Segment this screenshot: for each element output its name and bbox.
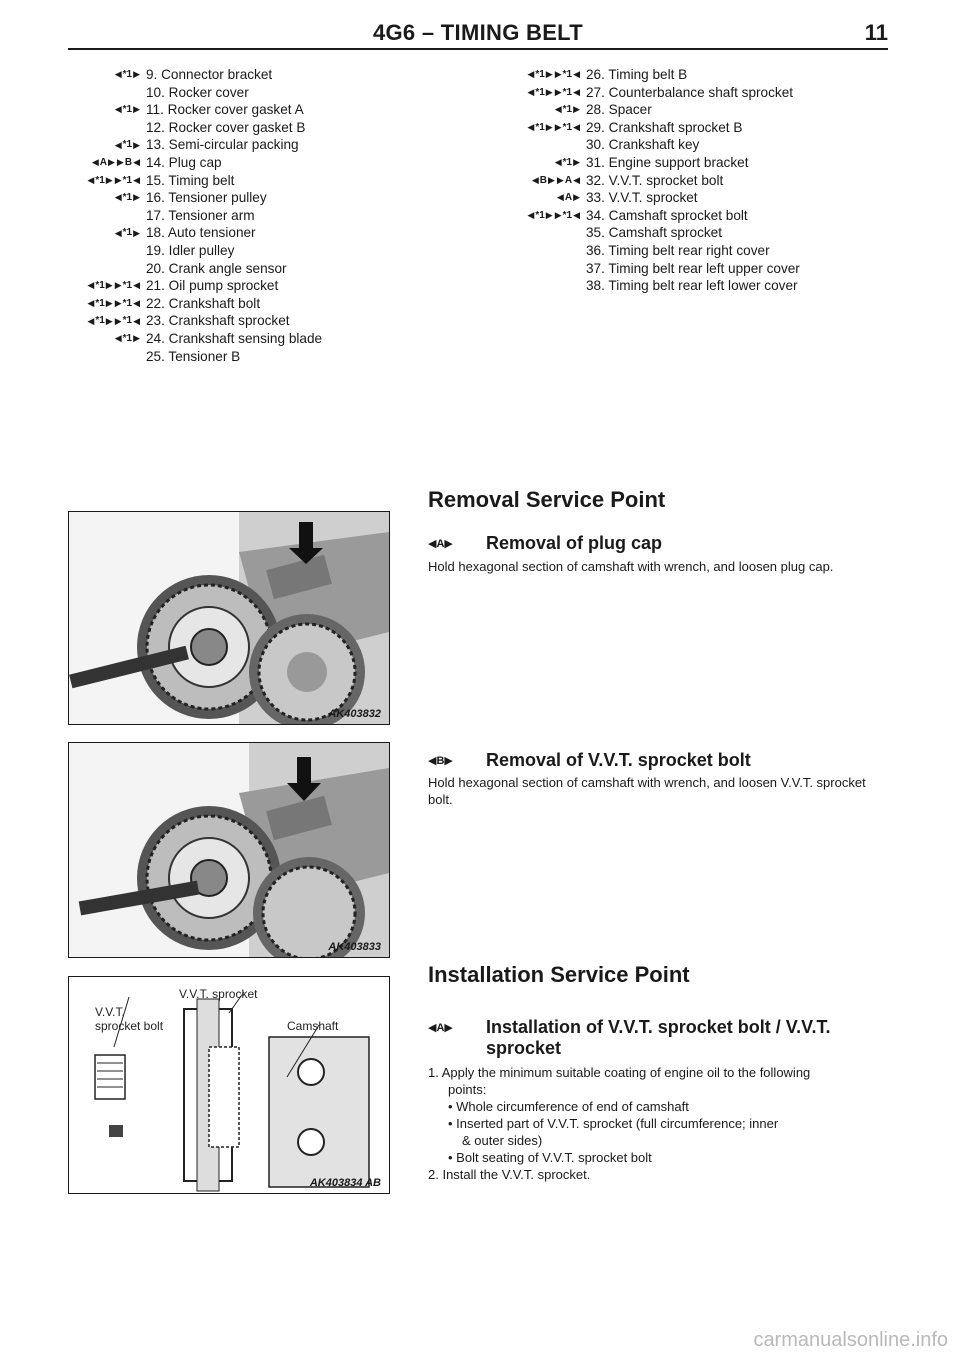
part-row [490,101,820,119]
part-row [490,66,820,84]
service-marks [60,312,146,330]
figure-vvt-install [68,976,390,1194]
part-row [60,295,400,313]
part-row [60,101,400,119]
service-marks [490,172,586,190]
part-row [60,84,400,102]
parts-list-left [60,66,400,365]
service-marks [60,119,146,137]
service-marks [60,295,146,313]
part-row [60,260,400,278]
watermark: carmanualsonline.info [753,1329,948,1351]
step-1: 1. Apply the minimum suitable coating of engine oil to the following [428,1065,811,1080]
part-row [490,154,820,172]
part-name: 16. Tensioner pulley [146,190,267,206]
label-camshaft: Camshaft [287,1019,339,1033]
part-name: 37. Timing belt rear left upper cover [586,260,800,276]
part-row [60,119,400,137]
figure-1-code: AK403832 [328,708,381,720]
removal-mark: ◀ A ▶ [556,192,580,204]
service-marks [490,154,586,172]
part-row [490,260,820,278]
part-name: 38. Timing belt rear left lower cover [586,278,798,294]
part-row [490,207,820,225]
removal-mark: ◀ *1 ▶ [114,192,140,204]
part-name: 29. Crankshaft sprocket B [586,119,743,135]
page-number: 11 [864,20,888,45]
service-marks [490,101,586,119]
figure-plug-cap-removal [68,511,390,725]
part-row [490,136,820,154]
installation-mark: ▶ *1 ◀ [554,121,580,133]
part-row [60,154,400,172]
installation-steps [428,1064,888,1183]
part-name: 20. Crank angle sensor [146,260,287,276]
removal-mark: ◀ *1 ▶ [87,315,113,327]
service-marks [60,277,146,295]
page-header [68,18,888,50]
engine-photo-1 [69,512,389,724]
page-title: 4G6 – TIMING BELT [372,20,584,45]
installation-mark: ▶ *1 ◀ [114,174,140,186]
service-marks [490,136,586,154]
removal-mark: ◀ *1 ▶ [527,209,553,221]
service-marks [490,260,586,278]
part-name: 14. Plug cap [146,154,222,170]
part-name: 26. Timing belt B [586,67,688,82]
installation-a-mark: ◀ A ▶ [428,1021,453,1034]
bullet-3: • Bolt seating of V.V.T. sprocket bolt [448,1150,652,1165]
part-name: 17. Tensioner arm [146,207,255,223]
label-vvt-sprocket: V.V.T. sprocket [179,987,258,1001]
installation-mark: ▶ *1 ◀ [114,297,140,309]
part-row [60,330,400,348]
figure-2-code: AK403833 [328,941,381,953]
removal-mark: ◀ *1 ▶ [527,86,553,98]
part-name: 36. Timing belt rear right cover [586,242,770,258]
installation-a-heading [428,1017,830,1059]
removal-mark: ◀ *1 ▶ [114,104,140,116]
removal-a-title: Removal of plug cap [486,533,663,553]
bullet-2-cont: & outer sides) [462,1133,543,1148]
part-name: 22. Crankshaft bolt [146,295,261,311]
installation-mark: ▶ *1 ◀ [114,280,140,292]
removal-mark: ◀ *1 ▶ [114,332,140,344]
removal-mark: ◀ *1 ▶ [87,297,113,309]
service-marks [490,66,586,84]
label-vvt-sprocket-bolt: V.V.T. sprocket bolt [95,1005,164,1033]
removal-heading: Removal Service Point [428,487,666,512]
part-row [490,172,820,190]
installation-a-title-2: sprocket [486,1038,562,1058]
service-marks [60,260,146,278]
part-name: 25. Tensioner B [146,348,241,364]
removal-mark: ◀ *1 ▶ [527,121,553,133]
removal-mark: ◀ *1 ▶ [114,139,140,151]
part-name: 24. Crankshaft sensing blade [146,330,323,346]
service-marks [60,172,146,190]
parts-list-right [490,66,820,295]
installation-heading: Installation Service Point [428,962,690,987]
service-marks [60,84,146,102]
service-marks [60,207,146,225]
part-row [60,242,400,260]
service-marks [60,154,146,172]
part-name: 15. Timing belt [146,172,235,188]
part-name: 19. Idler pulley [146,242,235,258]
part-row [60,224,400,242]
service-marks [60,330,146,348]
removal-a-mark: ◀ A ▶ [428,537,453,550]
part-name: 21. Oil pump sprocket [146,278,279,294]
part-row [60,136,400,154]
removal-mark: ◀ *1 ▶ [87,174,113,186]
bullet-1: • Whole circumference of end of camshaft [448,1099,689,1114]
installation-mark: ▶ A ◀ [556,174,580,186]
service-marks [490,224,586,242]
step-1-cont: points: [448,1082,487,1097]
part-row [60,66,400,84]
figure-vvt-bolt-removal [68,742,390,958]
removal-mark: ◀ *1 ▶ [114,227,140,239]
part-row [490,242,820,260]
part-name: 11. Rocker cover gasket A [146,102,304,118]
removal-b-title: Removal of V.V.T. sprocket bolt [486,750,751,770]
removal-b-text: Hold hexagonal section of camshaft with wrench, and loosen V.V.T. sprocket bolt. [428,775,866,807]
service-marks [60,136,146,154]
part-name: 18. Auto tensioner [146,225,256,241]
part-name: 10. Rocker cover [146,84,249,100]
part-row [60,277,400,295]
removal-mark: ◀ B ▶ [531,174,555,186]
service-marks [490,277,586,295]
installation-a-title-1: Installation of V.V.T. sprocket bolt / V.V.T. [486,1017,831,1037]
installation-mark: ▶ *1 ◀ [114,315,140,327]
part-row [490,224,820,242]
part-row [490,119,820,137]
installation-mark: ▶ *1 ◀ [554,86,580,98]
removal-b-mark: ◀ B ▶ [428,754,453,767]
part-row [60,312,400,330]
service-marks [60,242,146,260]
removal-a-text: Hold hexagonal section of camshaft with wrench, and loosen plug cap. [428,559,834,574]
removal-mark: ◀ *1 ▶ [87,280,113,292]
engine-photo-2 [69,743,389,957]
removal-b-heading [428,750,751,771]
part-name: 31. Engine support bracket [586,154,749,170]
part-name: 35. Camshaft sprocket [586,225,722,241]
service-marks [60,189,146,207]
service-marks [490,189,586,207]
removal-mark: ◀ A ▶ [91,156,115,168]
part-name: 23. Crankshaft sprocket [146,313,290,329]
step-2: 2. Install the V.V.T. sprocket. [428,1167,591,1182]
bullet-2: • Inserted part of V.V.T. sprocket (full circumference; inner [448,1116,779,1131]
part-name: 33. V.V.T. sprocket [586,190,698,206]
part-row [60,189,400,207]
installation-mark: ▶ *1 ◀ [554,209,580,221]
part-row [60,172,400,190]
part-row [60,207,400,225]
service-marks [60,101,146,119]
part-row [60,348,400,366]
part-row [490,84,820,102]
removal-a-heading [428,533,662,554]
installation-mark: ▶ *1 ◀ [554,69,580,80]
service-marks [60,224,146,242]
removal-mark: ◀ *1 ▶ [114,69,140,80]
service-marks [490,242,586,260]
part-name: 12. Rocker cover gasket B [146,119,306,135]
part-name: 34. Camshaft sprocket bolt [586,207,748,223]
service-marks [490,119,586,137]
removal-mark: ◀ *1 ▶ [554,156,580,168]
part-name: 28. Spacer [586,102,652,118]
removal-mark: ◀ *1 ▶ [527,69,553,80]
part-name: 32. V.V.T. sprocket bolt [586,172,724,188]
part-name: 30. Crankshaft key [586,137,700,153]
service-marks [60,66,146,84]
service-marks [490,84,586,102]
removal-mark: ◀ *1 ▶ [554,104,580,116]
service-marks [490,207,586,225]
figure-3-code: AK403834 AB [309,1177,381,1189]
part-name: 27. Counterbalance shaft sprocket [586,84,794,100]
service-marks [60,348,146,366]
part-row [490,189,820,207]
part-row [490,277,820,295]
part-name: 9. Connector bracket [146,67,273,82]
installation-mark: ▶ B ◀ [116,156,140,168]
part-name: 13. Semi-circular packing [146,137,299,153]
